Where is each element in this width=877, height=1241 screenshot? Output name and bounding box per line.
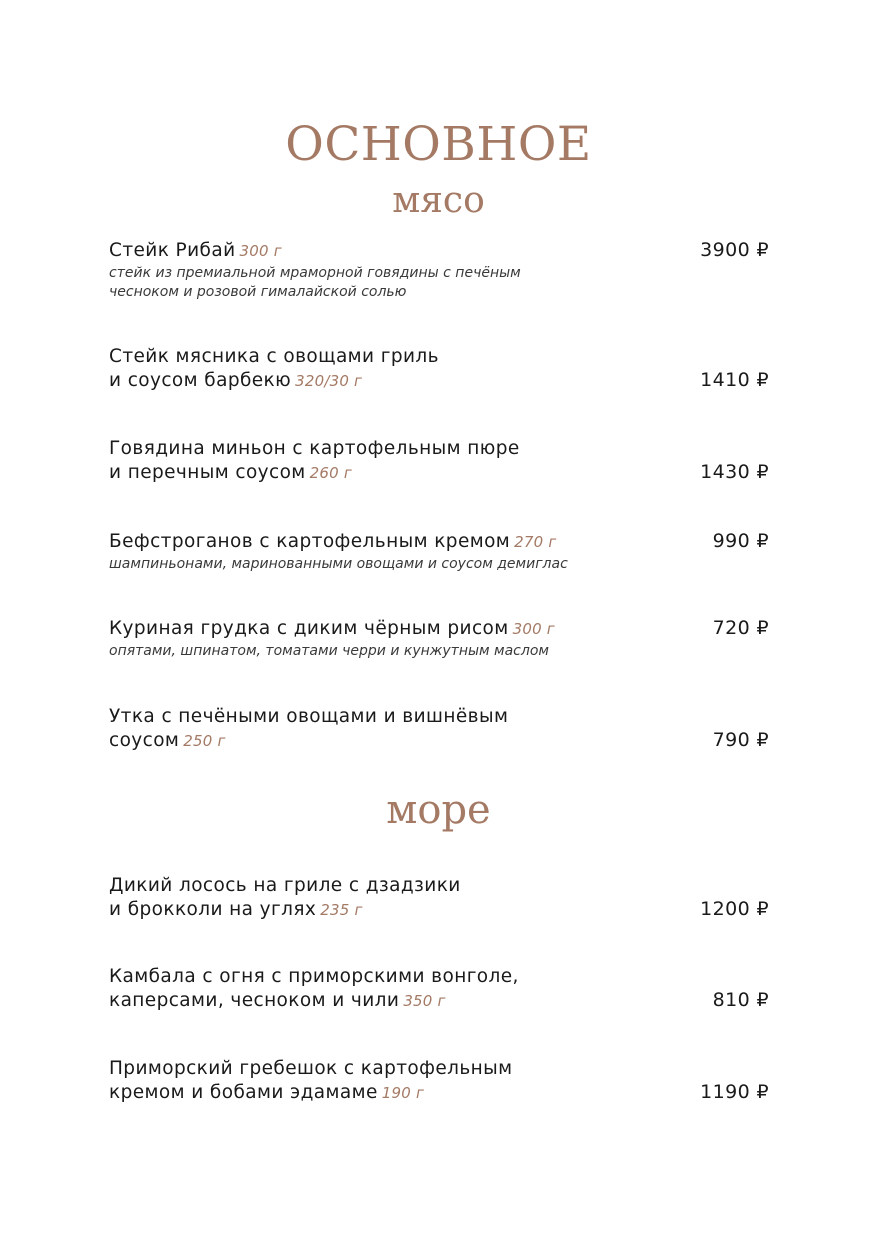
menu-item-name: Приморский гребешок с картофельным кремом и бобами эдамаме 190 г xyxy=(109,1058,513,1103)
menu-item-name: Говядина миньон с картофельным пюре и перечным соусом 260 г xyxy=(109,438,520,483)
menu-item-price: 810 ₽ xyxy=(712,989,769,1011)
menu-item-ribeye xyxy=(109,239,769,302)
menu-item-name: Бефстроганов с картофельным кремом 270 г xyxy=(109,531,557,552)
menu-item-weight: 350 г xyxy=(403,992,446,1010)
section-heading-sea: море xyxy=(386,787,491,833)
menu-item-scallop xyxy=(109,1057,769,1105)
menu-item-name: Куриная грудка с диким чёрным рисом 300 г xyxy=(109,618,555,639)
menu-item-duck xyxy=(109,705,769,753)
menu-item-chicken-breast xyxy=(109,617,769,661)
menu-item-price: 790 ₽ xyxy=(712,729,769,751)
menu-item-price: 720 ₽ xyxy=(712,617,769,639)
menu-item-stroganoff xyxy=(109,530,769,574)
menu-item-name: Утка с печёными овощами и вишнёвым соусом 250 г xyxy=(109,706,509,751)
menu-item-name: Дикий лосось на гриле с дзадзики и брокколи на углях 235 г xyxy=(109,875,461,920)
menu-item-weight: 190 г xyxy=(381,1084,425,1102)
menu-item-name: Камбала с огня с приморскими вонголе, каперсами, чесноком и чили 350 г xyxy=(109,966,519,1011)
menu-item-flounder xyxy=(109,965,769,1013)
menu-item-weight: 320/30 г xyxy=(295,372,363,390)
menu-item-salmon xyxy=(109,874,769,922)
menu-item-description: опятами, шпинатом, томатами черри и кунжутным маслом xyxy=(109,643,549,659)
menu-item-name: Стейк Рибай 300 г xyxy=(109,240,282,261)
menu-item-price: 1410 ₽ xyxy=(700,369,769,391)
menu-item-weight: 300 г xyxy=(512,620,555,638)
menu-item-description: стейк из премиальной мраморной говядины с печёным чесноком и розовой гималайской солью xyxy=(109,265,521,300)
menu-item-description: шампиньонами, маринованными овощами и соусом демиглас xyxy=(109,556,568,572)
menu-item-weight: 270 г xyxy=(514,533,557,551)
section-heading-meat: мясо xyxy=(392,180,485,221)
menu-item-price: 1430 ₽ xyxy=(700,461,769,483)
menu-item-price: 1200 ₽ xyxy=(700,898,769,920)
page-title: ОСНОВНОЕ xyxy=(285,117,592,172)
menu-item-weight: 260 г xyxy=(309,464,352,482)
menu-item-weight: 300 г xyxy=(239,242,282,260)
menu-item-butcher-steak xyxy=(109,345,769,393)
menu-item-beef-mignon xyxy=(109,437,769,485)
menu-item-weight: 235 г xyxy=(320,901,363,919)
menu-item-price: 990 ₽ xyxy=(712,530,769,552)
menu-item-price: 1190 ₽ xyxy=(700,1081,769,1103)
menu-item-name: Стейк мясника с овощами гриль и соусом барбекю 320/30 г xyxy=(109,346,439,391)
menu-item-weight: 250 г xyxy=(183,732,226,750)
menu-item-price: 3900 ₽ xyxy=(700,239,769,261)
